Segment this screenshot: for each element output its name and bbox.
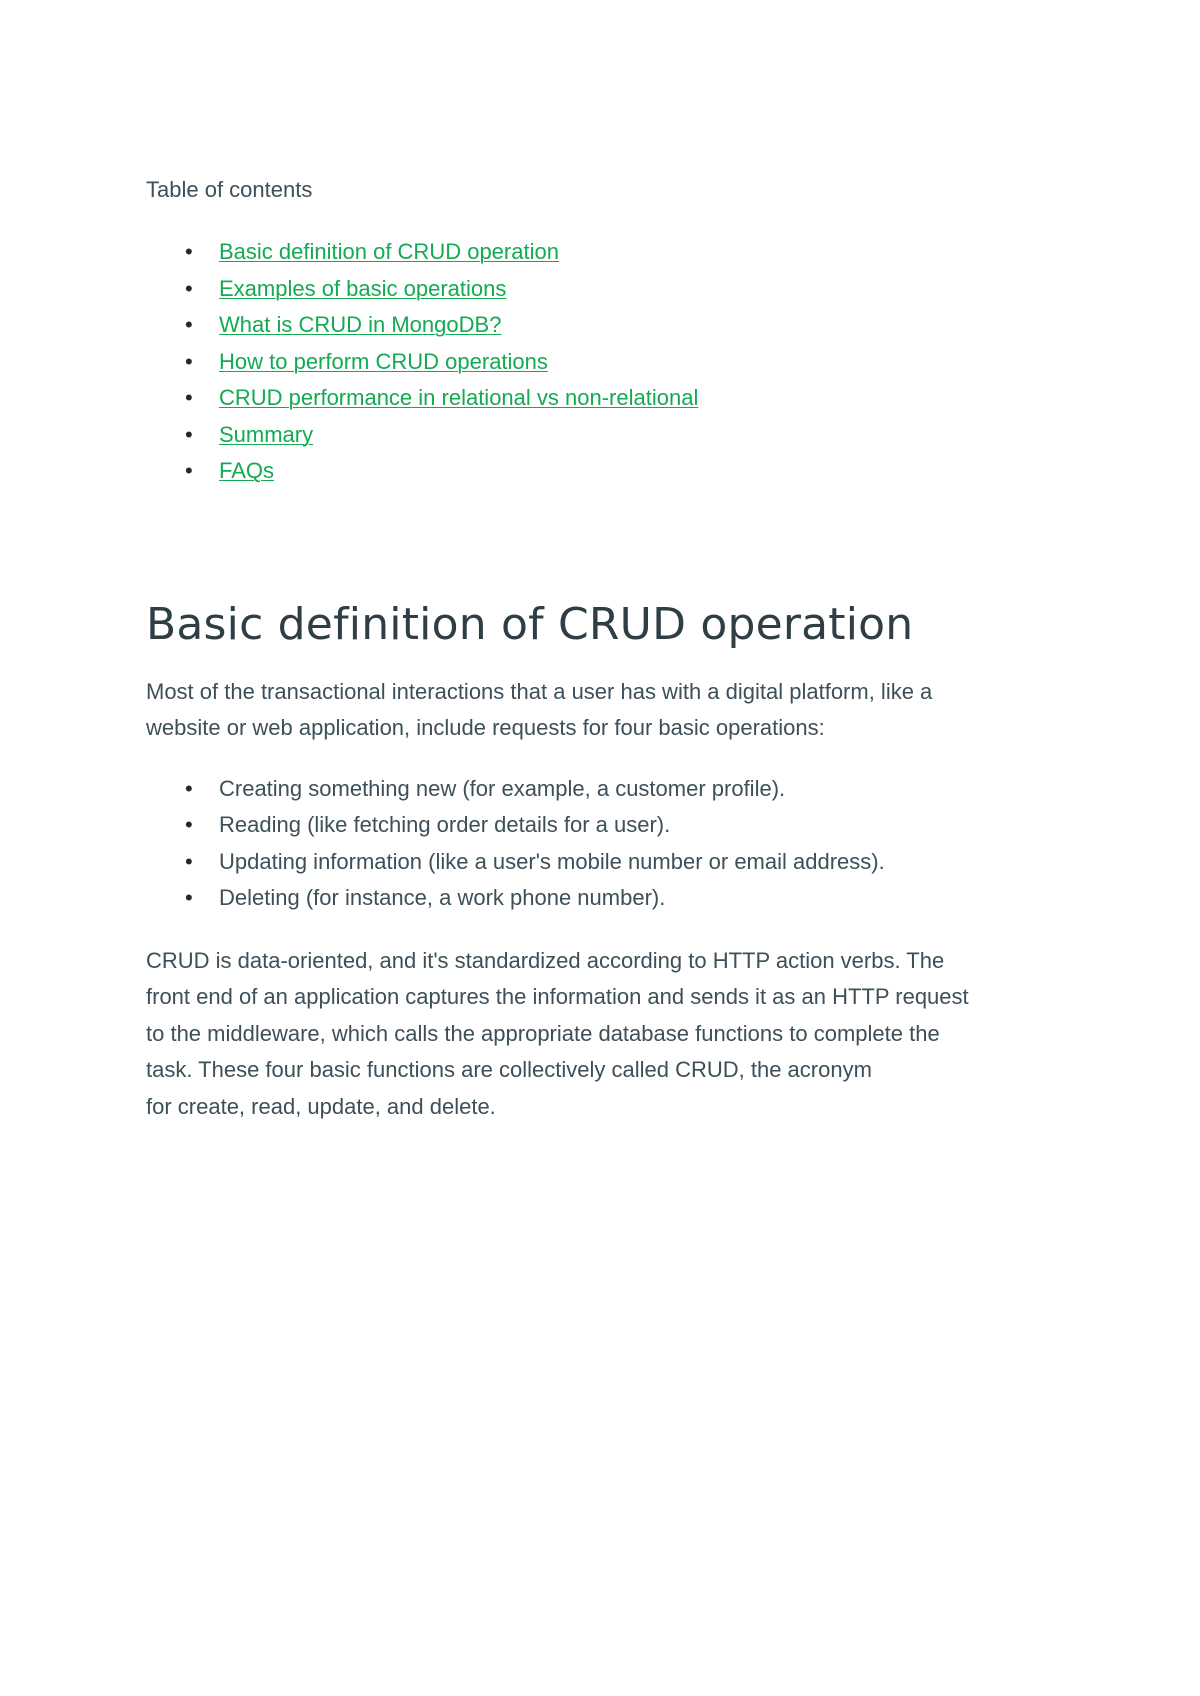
- body-line: front end of an application captures the information and sends it as an HTTP request: [146, 984, 969, 1009]
- document-page: [146, 172, 1066, 1125]
- body-line: to the middleware, which calls the appropriate database functions to complete the: [146, 1020, 940, 1046]
- toc-link-faqs[interactable]: FAQs: [219, 458, 275, 483]
- operation-item: [146, 844, 1066, 881]
- body-line: for create, read, update, and delete.: [146, 1093, 496, 1119]
- body-line: task. These four basic functions are collectively called CRUD, the acronym: [146, 1057, 872, 1082]
- bullet-icon: •: [185, 275, 193, 301]
- operation-text: Updating information (like a user's mobile number or email address).: [219, 848, 885, 874]
- body-line: CRUD is data-oriented, and it's standardized according to HTTP action verbs. The: [146, 947, 945, 973]
- body-paragraph: [146, 943, 1066, 1126]
- toc-item: [146, 344, 1066, 381]
- toc-link-summary[interactable]: Summary: [219, 421, 314, 447]
- operation-item: [146, 807, 1066, 844]
- operations-list: [146, 771, 1066, 917]
- intro-line: website or web application, include requests for four basic operations:: [146, 715, 825, 740]
- toc-item: [146, 453, 1066, 490]
- toc-item: [146, 234, 1066, 271]
- toc-link-examples[interactable]: Examples of basic operations: [219, 275, 507, 301]
- bullet-icon: •: [185, 885, 193, 910]
- operation-item: [146, 771, 1066, 808]
- toc-link-performance[interactable]: CRUD performance in relational vs non-relational: [219, 385, 699, 410]
- bullet-icon: •: [185, 421, 193, 447]
- toc-link-how-to-perform[interactable]: How to perform CRUD operations: [219, 348, 548, 374]
- bullet-icon: •: [185, 775, 193, 801]
- bullet-icon: •: [185, 812, 193, 837]
- bullet-icon: •: [185, 312, 193, 337]
- bullet-icon: •: [185, 848, 193, 874]
- operation-text: Deleting (for instance, a work phone number).: [219, 885, 666, 910]
- intro-line: Most of the transactional interactions that a user has with a digital platform, like a: [146, 678, 933, 704]
- bullet-icon: •: [185, 348, 193, 374]
- toc-item: [146, 271, 1066, 308]
- toc-link-basic-definition[interactable]: Basic definition of CRUD operation: [219, 239, 559, 264]
- operation-text: Creating something new (for example, a customer profile).: [219, 775, 786, 801]
- bullet-icon: •: [185, 239, 193, 264]
- bullet-icon: •: [185, 385, 193, 410]
- toc-item: [146, 380, 1066, 417]
- operation-item: [146, 880, 1066, 917]
- bullet-icon: •: [185, 458, 193, 483]
- toc-title: Table of contents: [146, 177, 313, 202]
- intro-paragraph: [146, 674, 1066, 747]
- toc-item: [146, 417, 1066, 454]
- toc-item: [146, 307, 1066, 344]
- operation-text: Reading (like fetching order details for a user).: [219, 812, 671, 837]
- section-heading: Basic definition of CRUD operation: [146, 598, 914, 650]
- toc-list: [146, 234, 1066, 490]
- toc-link-crud-in-mongodb[interactable]: What is CRUD in MongoDB?: [219, 312, 502, 337]
